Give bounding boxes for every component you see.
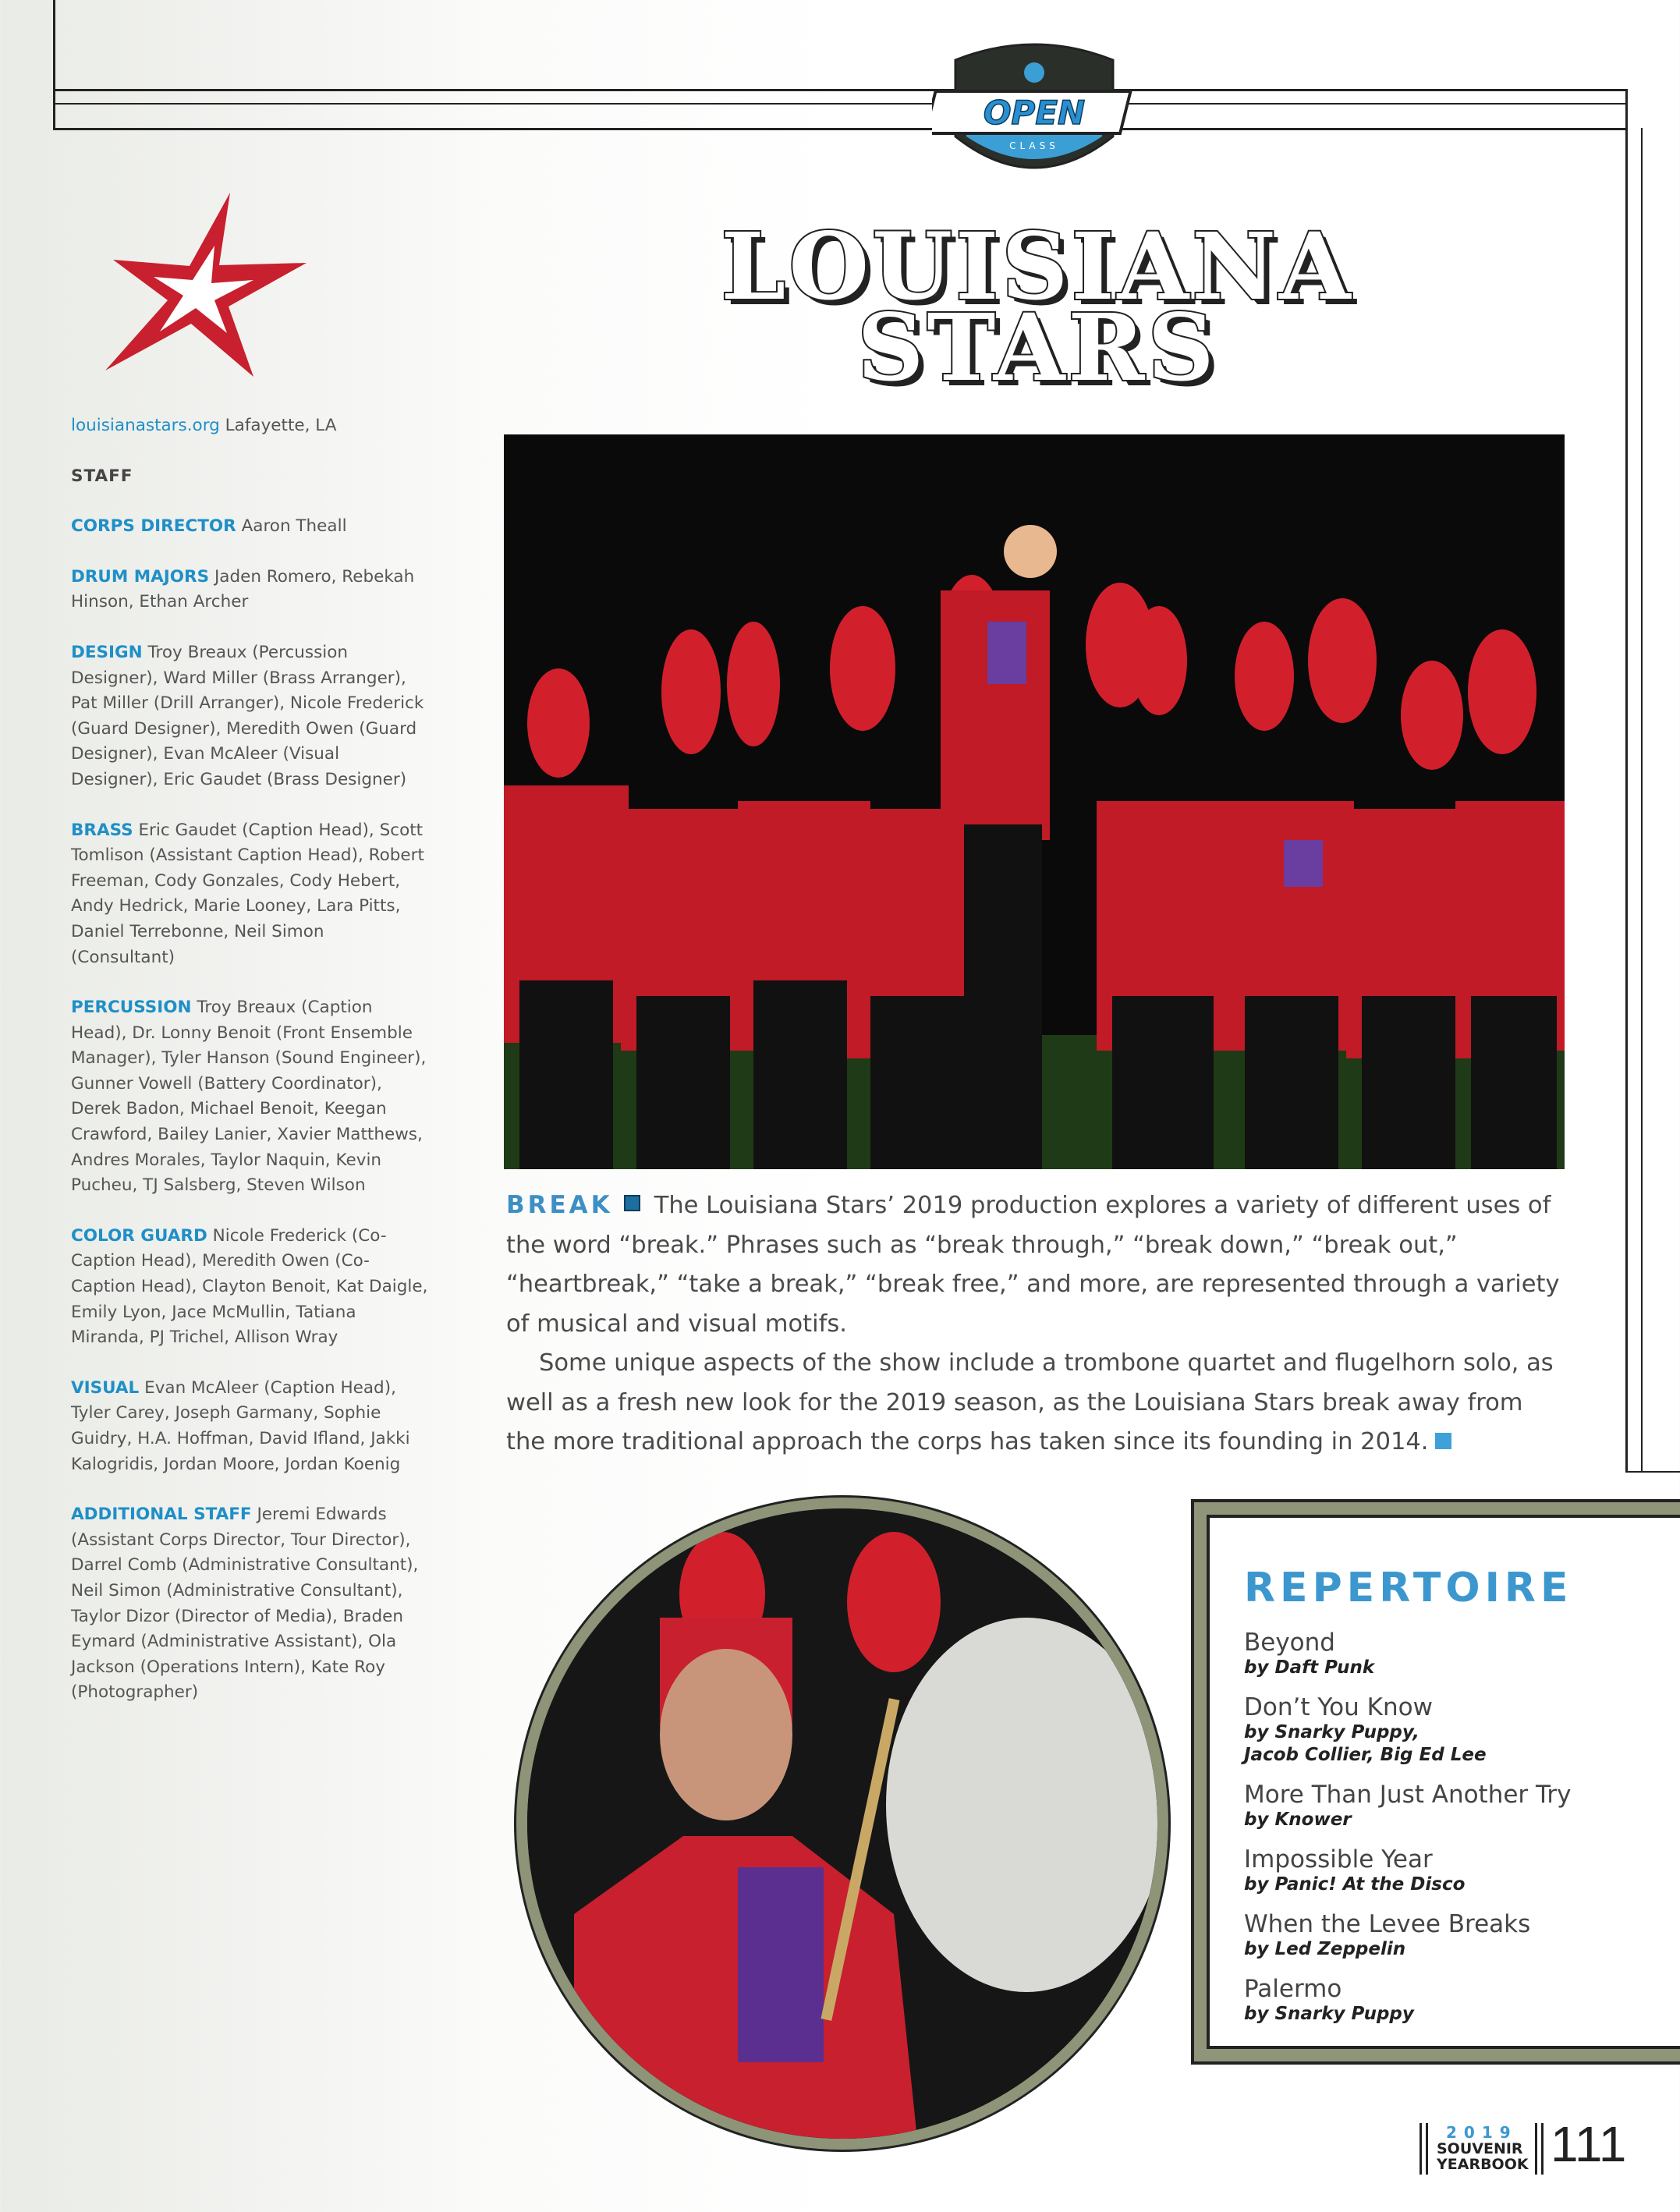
location: Lafayette, LA bbox=[225, 416, 337, 435]
title-line-1: LOUISIANA bbox=[721, 212, 1354, 321]
article-paragraph-2: Some unique aspects of the show include a trombone quartet and flugelhorn solo, as well as a fresh new look for the 2019 season, as the Louisiana Stars break away from the more traditional approach the corps has taken since its founding in 2014. bbox=[506, 1349, 1554, 1455]
repertoire-title: REPERTOIRE bbox=[1244, 1565, 1573, 1611]
list-item: Don’t You Know by Snarky Puppy, Jacob Collier, Big Ed Lee bbox=[1244, 1693, 1487, 1765]
open-badge-sub: CLASS bbox=[1009, 140, 1059, 151]
title-line-2: STARS bbox=[857, 293, 1217, 402]
frame-right-line-inner bbox=[1641, 128, 1643, 1473]
list-item: Palermo by Snarky Puppy bbox=[1244, 1975, 1414, 2024]
article-text bbox=[506, 1186, 1567, 1462]
open-badge-label: OPEN bbox=[983, 94, 1086, 132]
header-rule-mid bbox=[53, 103, 1627, 105]
corps-performance-photo bbox=[504, 434, 1565, 1169]
staff-section: ADDITIONAL STAFF Jeremi Edwards (Assistant Corps Director, Tour Director), Darrel Comb (Administrative Consultant), Neil Simon (Administrative Consultant), Taylor Dizor (Director of Media), Braden Eymard (Administrative Assistant), Ola Jackson (Operations Intern), Kate Roy (Photographer) bbox=[71, 1505, 419, 1703]
repertoire-box bbox=[1191, 1499, 1680, 2065]
staff-section: BRASS Eric Gaudet (Caption Head), Scott Tomlison (Assistant Caption Head), Robert Freeman, Cody Gonzales, Cody Hebert, Andy Hedrick, Marie Looney, Lara Pitts, Daniel Terrebonne, Neil Simon (Consultant) bbox=[71, 820, 424, 967]
article-lead: BREAK bbox=[506, 1191, 613, 1219]
repertoire-panel bbox=[1207, 1515, 1680, 2049]
footer-souvenir: SOUVENIR bbox=[1437, 2140, 1523, 2157]
drummer-circle-photo bbox=[516, 1498, 1168, 2150]
staff-sidebar bbox=[71, 413, 430, 1731]
end-square-icon bbox=[1435, 1433, 1451, 1449]
list-item: When the Levee Breaks by Led Zeppelin bbox=[1244, 1910, 1531, 1959]
header-rule-top bbox=[53, 89, 1627, 91]
staff-section: COLOR GUARD Nicole Frederick (Co-Caption Head), Meredith Owen (Co-Caption Head), Clayton Benoit, Kat Daigle, Emily Lyon, Jace McMullin, Tatiana Miranda, PJ Trichel, Allison Wray bbox=[71, 1225, 428, 1348]
header-rule-bottom bbox=[53, 128, 1627, 130]
list-item: More Than Just Another Try by Knower bbox=[1244, 1781, 1572, 1830]
frame-right-line bbox=[1625, 89, 1628, 1473]
corps-info bbox=[71, 413, 430, 439]
open-class-badge bbox=[932, 43, 1136, 175]
staff-section: DRUM MAJORS Jaden Romero, Rebekah Hinson, Ethan Archer bbox=[71, 566, 415, 612]
page-number: 111 bbox=[1551, 2116, 1627, 2172]
staff-section: VISUAL Evan McAleer (Caption Head), Tyler Carey, Joseph Garmany, Sophie Guidry, H.A. Hoffman, David Ifland, Jakki Kalogridis, Jordan Moore, Jordan Koenig bbox=[71, 1377, 410, 1474]
staff-section: DESIGN Troy Breaux (Percussion Designer), Ward Miller (Brass Arranger), Pat Miller (Drill Arranger), Nicole Frederick (Guard Designer), Meredith Owen (Guard Designer), Evan McAleer (Visual Designer), Eric Gaudet (Brass Designer) bbox=[71, 642, 424, 789]
article-paragraph-1: BREAK The Louisiana Stars’ 2019 production explores a variety of different uses of the word “break.” Phrases such as “break through,” “break down,” “break out,” “heartbreak,” “take a break,” “break free,” and more, are represented through a variety of musical and visual motifs. bbox=[506, 1191, 1560, 1338]
staff-section: CORPS DIRECTOR Aaron Theall bbox=[71, 516, 347, 537]
bullet-square-icon bbox=[624, 1195, 640, 1211]
website-link[interactable]: louisianastars.org bbox=[71, 416, 220, 435]
star-logo bbox=[97, 191, 316, 378]
footer-year: 2019 bbox=[1446, 2123, 1518, 2142]
list-item: Impossible Year by Panic! At the Disco bbox=[1244, 1845, 1466, 1895]
staff-heading: STAFF bbox=[71, 466, 133, 486]
staff-section: PERCUSSION Troy Breaux (Caption Head), Dr. Lonny Benoit (Front Ensemble Manager), Tyler Hanson (Sound Engineer), Gunner Vowell (Battery Coordinator), Derek Badon, Michael Benoit, Keegan Crawford, Bailey Lanier, Xavier Matthews, Andres Morales, Taylor Naquin, Kevin Pucheu, TJ Salsberg, Steven Wilson bbox=[71, 998, 427, 1196]
frame-left-line bbox=[53, 0, 55, 130]
list-item: Beyond by Daft Punk bbox=[1244, 1629, 1375, 1678]
frame-right-foot bbox=[1625, 1471, 1680, 1473]
footer-yearbook: YEARBOOK bbox=[1437, 2156, 1529, 2173]
repertoire-list bbox=[1244, 1629, 1680, 2040]
page-title bbox=[640, 212, 1435, 402]
